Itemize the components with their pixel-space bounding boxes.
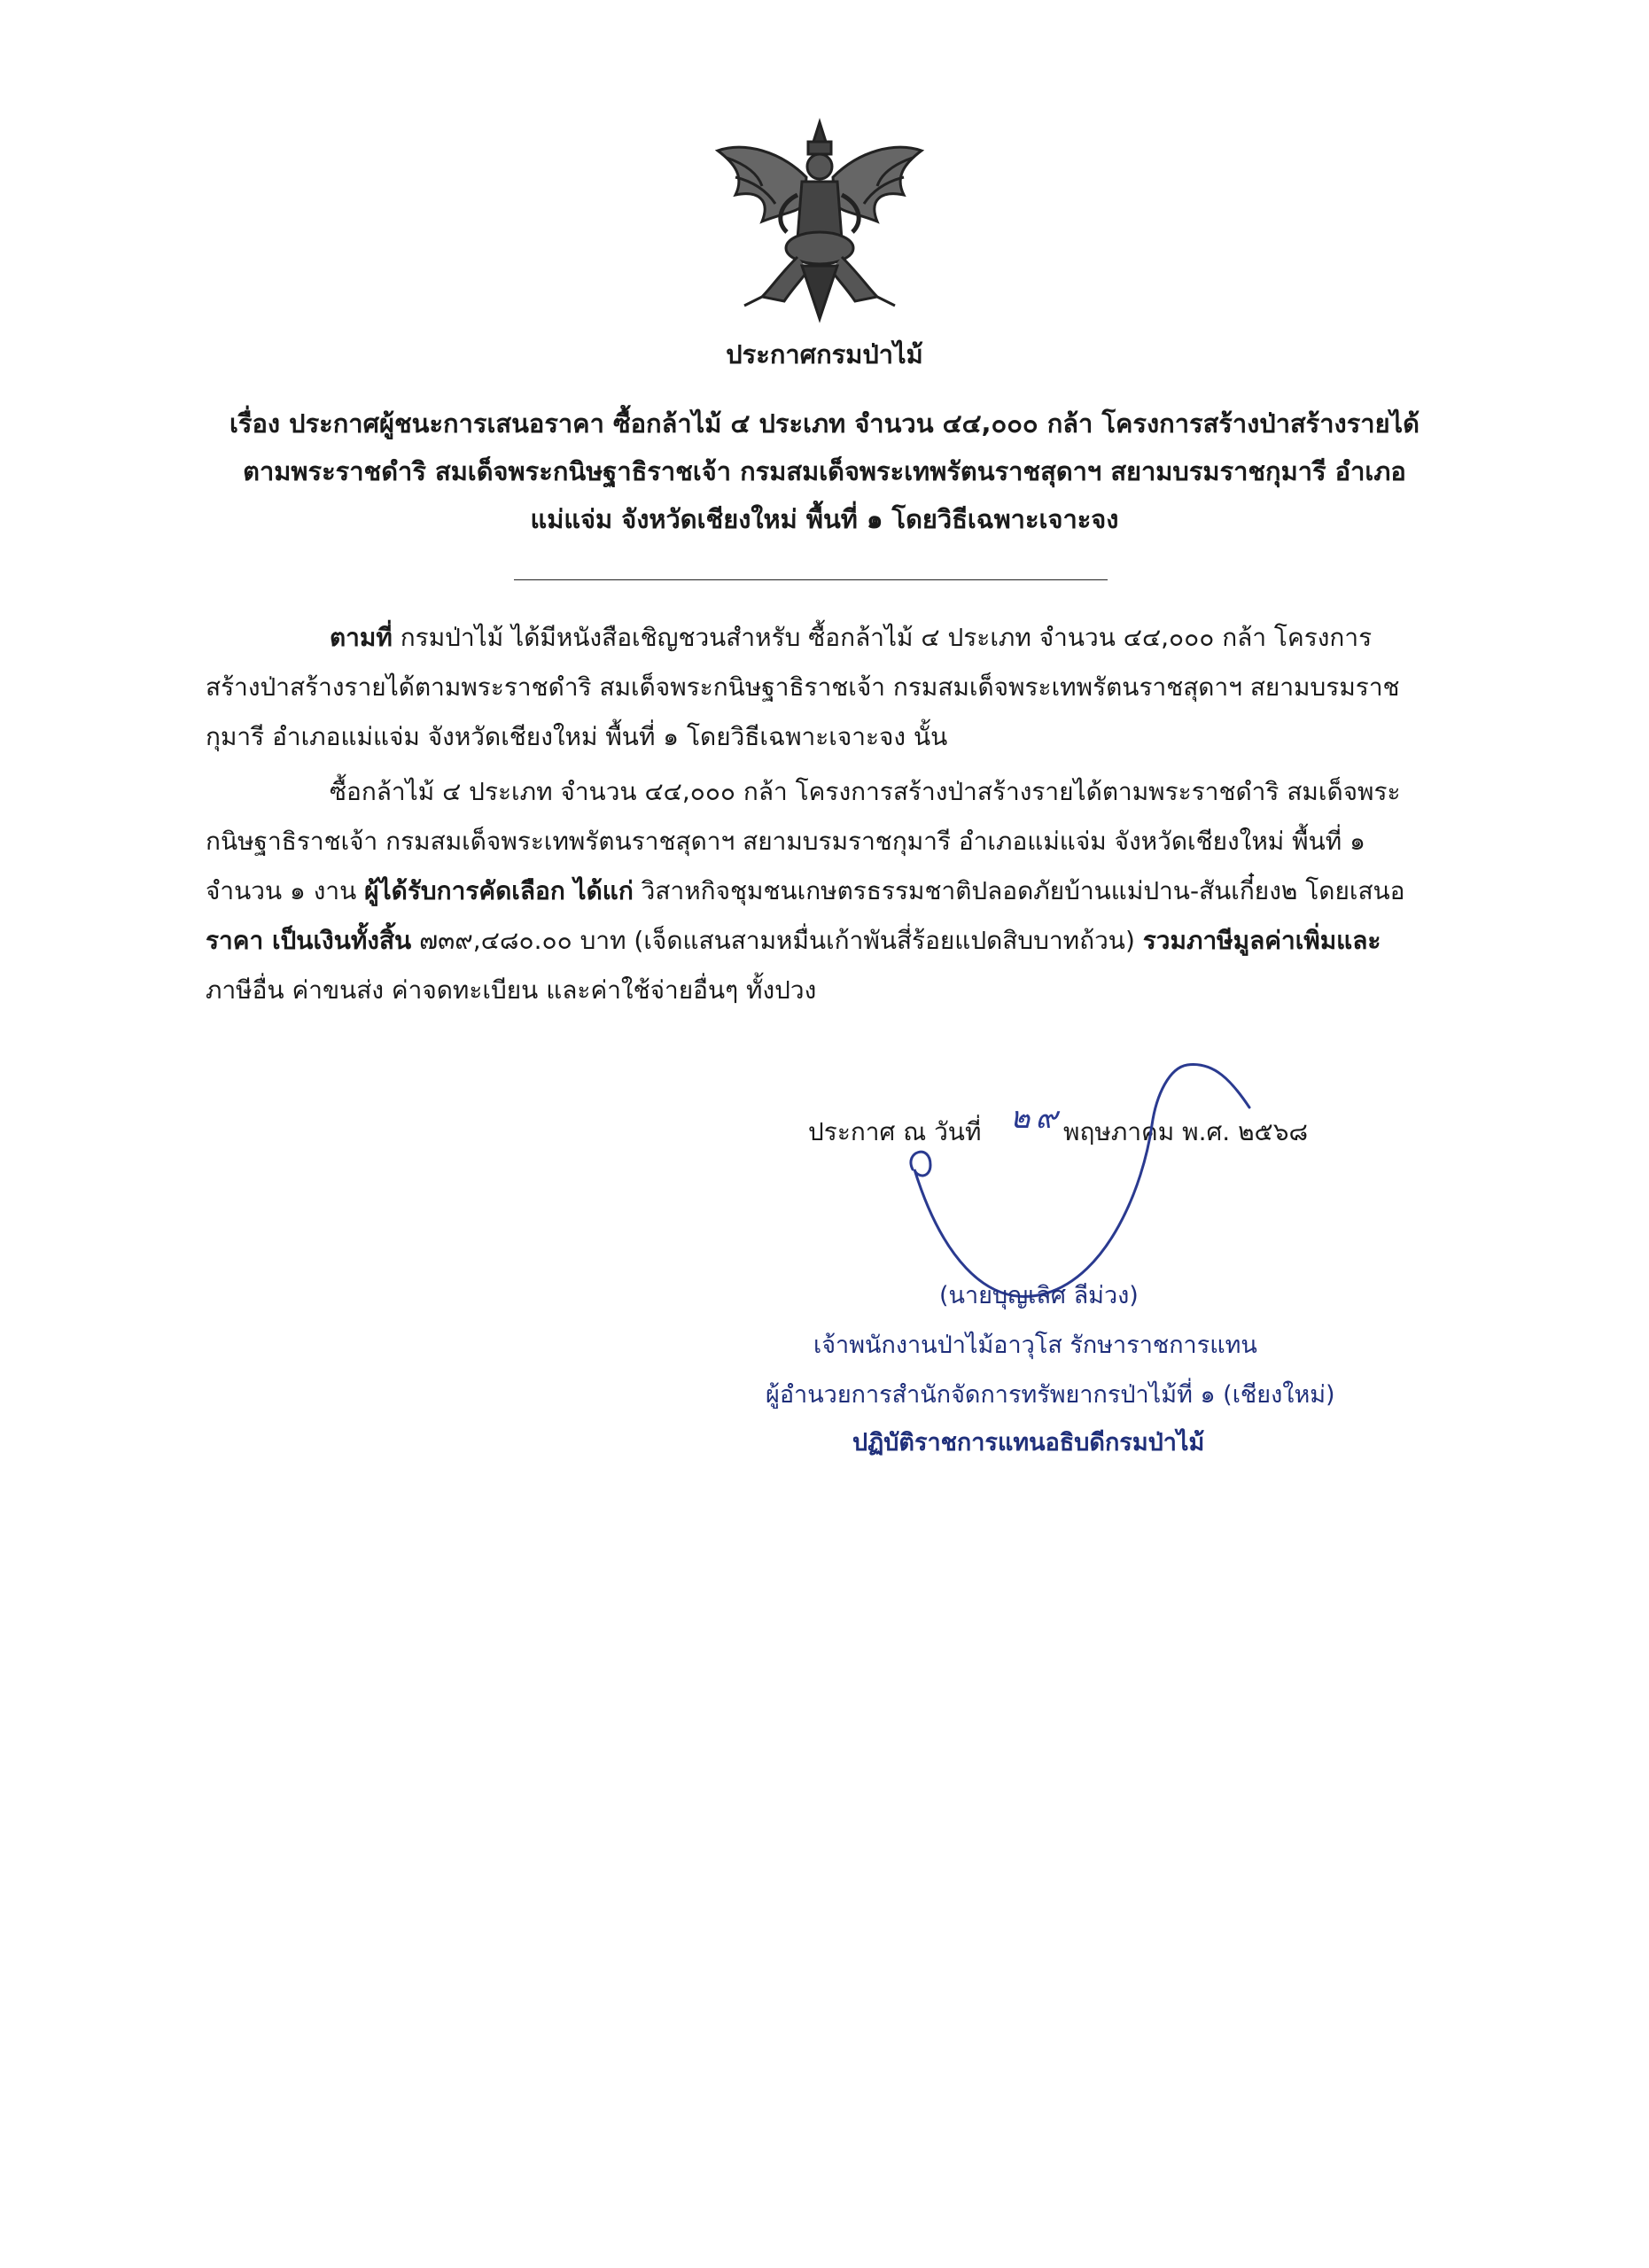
- p2-total-label: ราคา เป็นเงินทั้งสิ้น: [206, 926, 412, 955]
- paragraph-2-line-1: ซื้อกล้าไม้ ๔ ประเภท จำนวน ๔๔,๐๐๐ กล้า โครงการสร้างป่าสร้างรายได้ตามพระราชดำริ สมเด็จพระ: [330, 777, 1401, 806]
- handwritten-day: ๒๙: [1010, 1100, 1063, 1136]
- subject-line-2: ตามพระราชดำริ สมเด็จพระกนิษฐาธิราชเจ้า กรมสมเด็จพระเทพรัตนราชสุดาฯ สยามบรมราชกุมารี อำเภอ: [243, 456, 1406, 486]
- signatory-position-1: เจ้าพนักงานป่าไม้อาวุโส รักษาราชการแทน: [813, 1332, 1257, 1359]
- paragraph-1-line-2: สร้างป่าสร้างรายได้ตามพระราชดำริ สมเด็จพระกนิษฐาธิราชเจ้า กรมสมเด็จพระเทพรัตนราชสุดาฯ สยามบรมราช: [206, 672, 1400, 702]
- p2-line3-b: วิสาหกิจชุมชนเกษตรธรรมชาติปลอดภัยบ้านแม่ปาน-สันเกี๋ยง๒ โดยเสนอ: [633, 876, 1405, 905]
- paragraph-2-line-4: [206, 923, 1381, 959]
- signatory-name: (นายบุญเลิศ ลีม่วง): [939, 1282, 1139, 1309]
- p2-line3-a: จำนวน ๑ งาน: [206, 876, 365, 905]
- divider-rule: [514, 579, 1108, 580]
- announce-prefix: ประกาศ ณ วันที่: [808, 1117, 982, 1146]
- announce-suffix: พฤษภาคม พ.ศ. ๒๕๖๘: [1063, 1117, 1309, 1146]
- paragraph-2-line-2: กนิษฐาธิราชเจ้า กรมสมเด็จพระเทพรัตนราชสุดาฯ สยามบรมราชกุมารี อำเภอแม่แจ่ม จังหวัดเชียงใหม่ พื้นที่ ๑: [206, 827, 1365, 856]
- subject-line-3: แม่แจ่ม จังหวัดเชียงใหม่ พื้นที่ ๑ โดยวิธีเฉพาะเจาะจง: [530, 504, 1119, 534]
- p2-line4-amount: ๗๓๙,๔๘๐.๐๐ บาท (เจ็ดแสนสามหมื่นเก้าพันสี่ร้อยแปดสิบบาทถ้วน): [411, 926, 1143, 955]
- p2-selected-label: ผู้ได้รับการคัดเลือก ได้แก่: [364, 876, 634, 905]
- paragraph-1-line-1: [330, 620, 1372, 656]
- p2-vat-label: รวมภาษีมูลค่าเพิ่มและ: [1142, 926, 1381, 955]
- paragraph-2-line-5: ภาษีอื่น ค่าขนส่ง ค่าจดทะเบียน และค่าใช้จ่ายอื่นๆ ทั้งปวง: [206, 975, 817, 1005]
- page-title: ประกาศกรมป่าไม้: [726, 339, 923, 369]
- subject-line-1: เรื่อง ประกาศผู้ชนะการเสนอราคา ซื้อกล้าไม้ ๔ ประเภท จำนวน ๔๔,๐๐๐ กล้า โครงการสร้างป่าสร้างรายได้: [229, 408, 1420, 439]
- signatory-position-3: ปฏิบัติราชการแทนอธิบดีกรมป่าไม้: [852, 1429, 1205, 1456]
- garuda-emblem: [709, 115, 930, 328]
- paragraph-2-line-3: [206, 874, 1405, 909]
- signatory-position-2: ผู้อำนวยการสำนักจัดการทรัพยากรป่าไม้ที่ ๑ (เชียงใหม่): [766, 1381, 1335, 1409]
- p1-lead-word: ตามที่: [330, 623, 393, 652]
- paragraph-1-line-3: กุมารี อำเภอแม่แจ่ม จังหวัดเชียงใหม่ พื้นที่ ๑ โดยวิธีเฉพาะเจาะจง นั้น: [206, 722, 948, 751]
- p1-line1-text: กรมป่าไม้ ได้มีหนังสือเชิญชวนสำหรับ ซื้อกล้าไม้ ๔ ประเภท จำนวน ๔๔,๐๐๐ กล้า โครงการ: [392, 623, 1373, 652]
